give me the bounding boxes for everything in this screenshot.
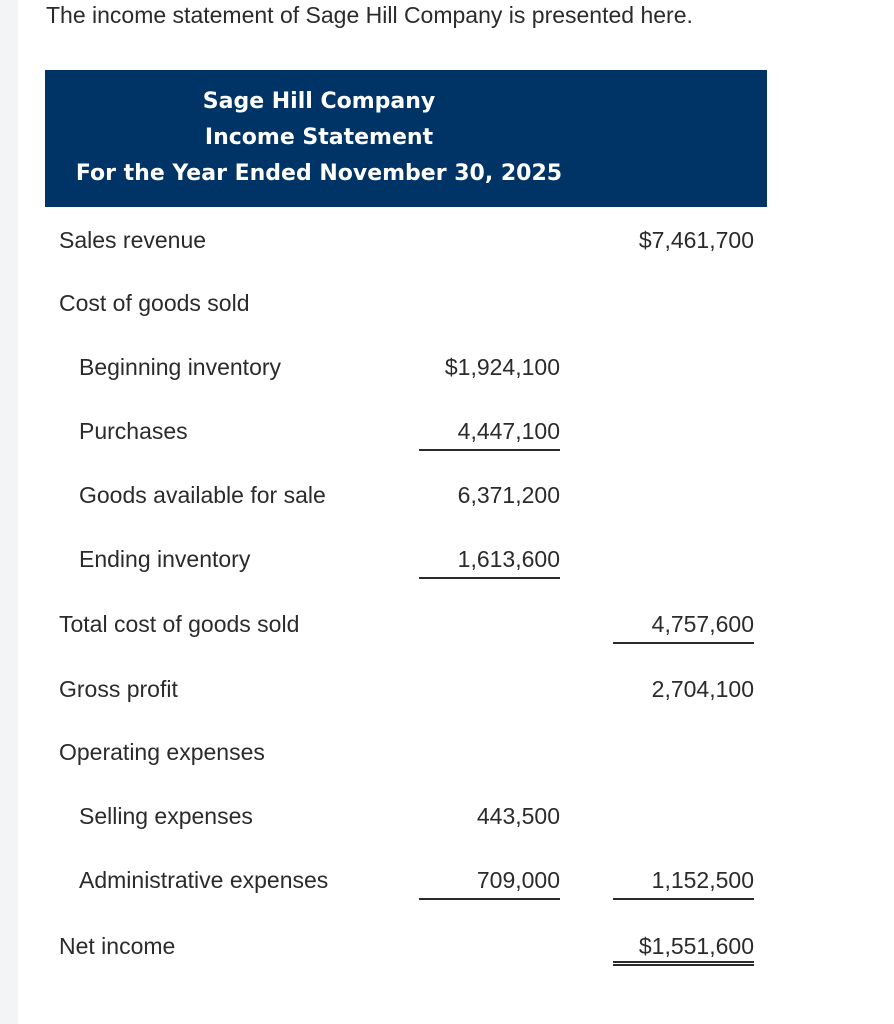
row-amount-detail: 4,447,100 [419, 413, 560, 451]
row-label: Gross profit [59, 676, 178, 702]
row-gross-profit [0, 671, 894, 711]
row-label: Purchases [79, 418, 188, 444]
row-sales-revenue [0, 222, 894, 262]
row-amount-detail: 709,000 [419, 862, 560, 900]
statement-title: Income Statement [204, 125, 434, 150]
row-amount-detail: 6,371,200 [457, 482, 560, 508]
row-administrative-expenses [0, 862, 894, 902]
row-amount-total: $7,461,700 [638, 227, 754, 253]
intro-text: The income statement of Sage Hill Company is presented here. [46, 2, 693, 28]
row-label: Sales revenue [59, 227, 207, 253]
row-label: Total cost of goods sold [59, 611, 300, 637]
row-label: Selling expenses [79, 803, 253, 829]
row-label: Administrative expenses [79, 867, 329, 893]
row-amount-detail: 443,500 [476, 803, 560, 829]
row-amount-total: 4,757,600 [613, 606, 754, 644]
row-operating-expenses [0, 734, 894, 774]
row-amount-total: 2,704,100 [651, 676, 754, 702]
company-name: Sage Hill Company [202, 89, 436, 114]
row-label: Goods available for sale [79, 482, 326, 508]
row-label: Beginning inventory [79, 354, 282, 380]
statement-header [45, 70, 767, 207]
row-net-income [0, 928, 894, 968]
row-label: Cost of goods sold [59, 290, 250, 316]
row-goods-available [0, 477, 894, 517]
statement-period: For the Year Ended November 30, 2025 [75, 161, 563, 186]
row-amount-detail: $1,924,100 [444, 354, 560, 380]
row-label: Ending inventory [79, 546, 251, 572]
row-amount-detail: 1,613,600 [419, 541, 560, 579]
row-amount-total: 1,152,500 [613, 862, 754, 900]
row-total-cogs [0, 606, 894, 646]
row-purchases [0, 413, 894, 453]
row-label: Net income [59, 933, 176, 959]
row-amount-total: $1,551,600 [613, 928, 754, 966]
row-ending-inventory [0, 541, 894, 581]
row-cost-of-goods-sold [0, 285, 894, 325]
row-label: Operating expenses [59, 739, 265, 765]
row-selling-expenses [0, 798, 894, 838]
row-beginning-inventory [0, 349, 894, 389]
